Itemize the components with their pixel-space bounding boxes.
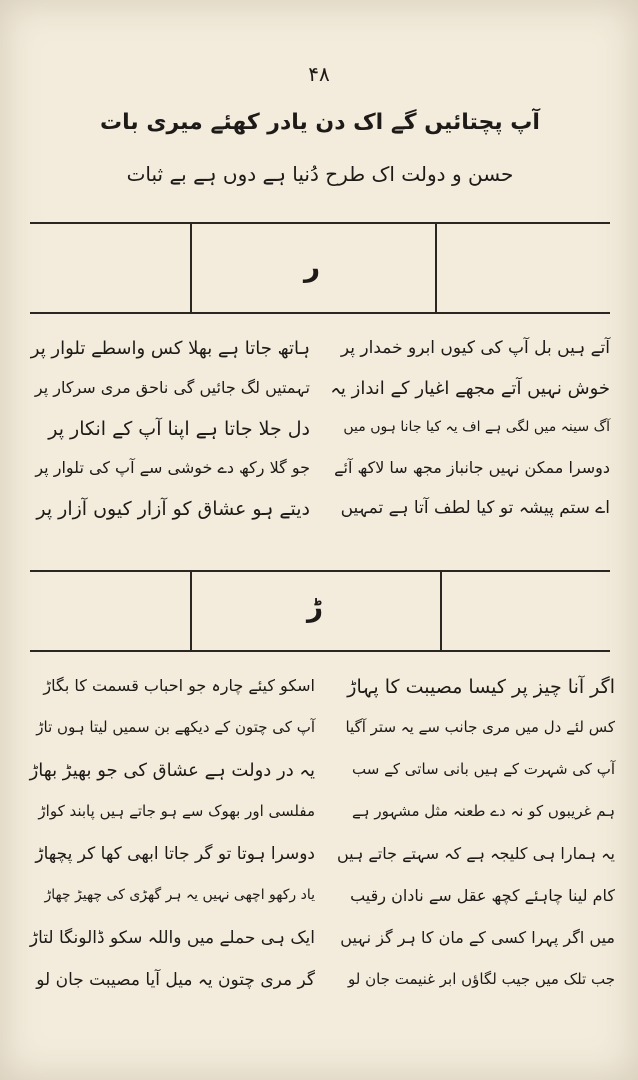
verse-line: جو گلا رکھ دے خوشی سے آپ کی تلوار پر bbox=[35, 458, 310, 477]
verse-column-right bbox=[330, 330, 610, 550]
verse-line: آگ سینہ میں لگی ہے اف یہ کیا جانا ہوں میں bbox=[343, 419, 610, 435]
section-letter: ڑ bbox=[306, 590, 324, 623]
divider-rule bbox=[435, 222, 437, 314]
verse-line: آتے ہیں بل آپ کی کیوں ابرو خمدار پر bbox=[340, 338, 610, 358]
verse-line: کس لئے دل میں مری جانب سے یہ ستر آگیا bbox=[345, 718, 615, 736]
divider-rule bbox=[190, 222, 192, 314]
verse-line: میں اگر پہرا کسی کے مان کا ہر گز نہیں bbox=[340, 928, 615, 947]
divider-rule bbox=[190, 570, 192, 652]
verse-line: ایک ہی حملے میں واللہ سکو ڈالونگا لتاڑ bbox=[29, 928, 315, 948]
verse-line: اے ستم پیشہ تو کیا لطف آتا ہے تمہیں bbox=[340, 498, 610, 518]
verse-line: یہ در دولت ہے عشاق کی جو بھیڑ بھاڑ bbox=[29, 760, 315, 781]
divider-rule bbox=[440, 570, 442, 652]
verse-line: دوسرا ممکن نہیں جانباز مجھ سا لاکھ آئے bbox=[334, 458, 610, 477]
verse-line: مفلسی اور بھوک سے ہو جاتے ہیں پابند کواڑ bbox=[38, 802, 315, 820]
divider-rule bbox=[30, 570, 610, 572]
verse-line: جب تلک میں جیب لگاؤں ابر غنیمت جان لو bbox=[348, 970, 615, 988]
verse-line: یہ ہمارا ہی کلیجہ ہے کہ سہتے جاتے ہیں bbox=[336, 844, 615, 863]
verse-column-left bbox=[30, 670, 315, 1070]
divider-rule bbox=[30, 222, 610, 224]
divider-rule bbox=[30, 312, 610, 314]
verse-line: گر مری چتون یہ میل آیا مصیبت جان لو bbox=[36, 970, 315, 990]
verse-column-left bbox=[25, 330, 310, 550]
page-number: ۴۸ bbox=[308, 62, 330, 86]
divider-rule bbox=[30, 650, 610, 652]
verse-line: خوش نہیں آتے مجھے اغیار کے انداز یہ bbox=[330, 378, 610, 399]
verse-line: آپ کی چتون کے دیکھے بن سمیں لیتا ہوں تاڑ bbox=[36, 718, 315, 736]
verse-line: دل جلا جاتا ہے اپنا آپ کے انکار پر bbox=[48, 418, 310, 440]
section-letter: ر bbox=[303, 250, 321, 283]
verse-line: یاد رکھو اچھی نہیں یہ ہر گھڑی کی چھیڑ چھاڑ bbox=[44, 887, 315, 903]
heading-line-2: حسن و دولت اک طرح دُنیا ہے دوں ہے بے ثبات bbox=[126, 162, 514, 186]
verse-column-right bbox=[335, 670, 615, 1070]
verse-line: دوسرا ہوتا تو گر جاتا ابھی کھا کر پچھاڑ bbox=[35, 844, 315, 864]
verse-line: اگر آنا چیز پر کیسا مصیبت کا پہاڑ bbox=[347, 676, 615, 698]
verse-line: ہاتھ جاتا ہے بھلا کس واسطے تلوار پر bbox=[30, 338, 310, 359]
verse-line: ہم غریبوں کو نہ دے طعنہ مثل مشہور ہے bbox=[351, 802, 615, 820]
verse-line: دیتے ہو عشاق کو آزار کیوں آزار پر bbox=[36, 498, 310, 520]
verse-line: آپ کی شہرت کے ہیں بانی ساتی کے سب bbox=[352, 760, 615, 778]
verse-line: تہمتیں لگ جائیں گی ناحق مری سرکار پر bbox=[34, 378, 310, 397]
verse-line: اسکو کیئے چارہ جو احباب قسمت کا بگاڑ bbox=[43, 676, 315, 695]
heading-line-1: آپ پچتائیں گے اک دن یادر کھئے میری بات bbox=[100, 110, 540, 135]
verse-line: کام لینا چاہئے کچھ عقل سے نادان رقیب bbox=[350, 886, 615, 905]
